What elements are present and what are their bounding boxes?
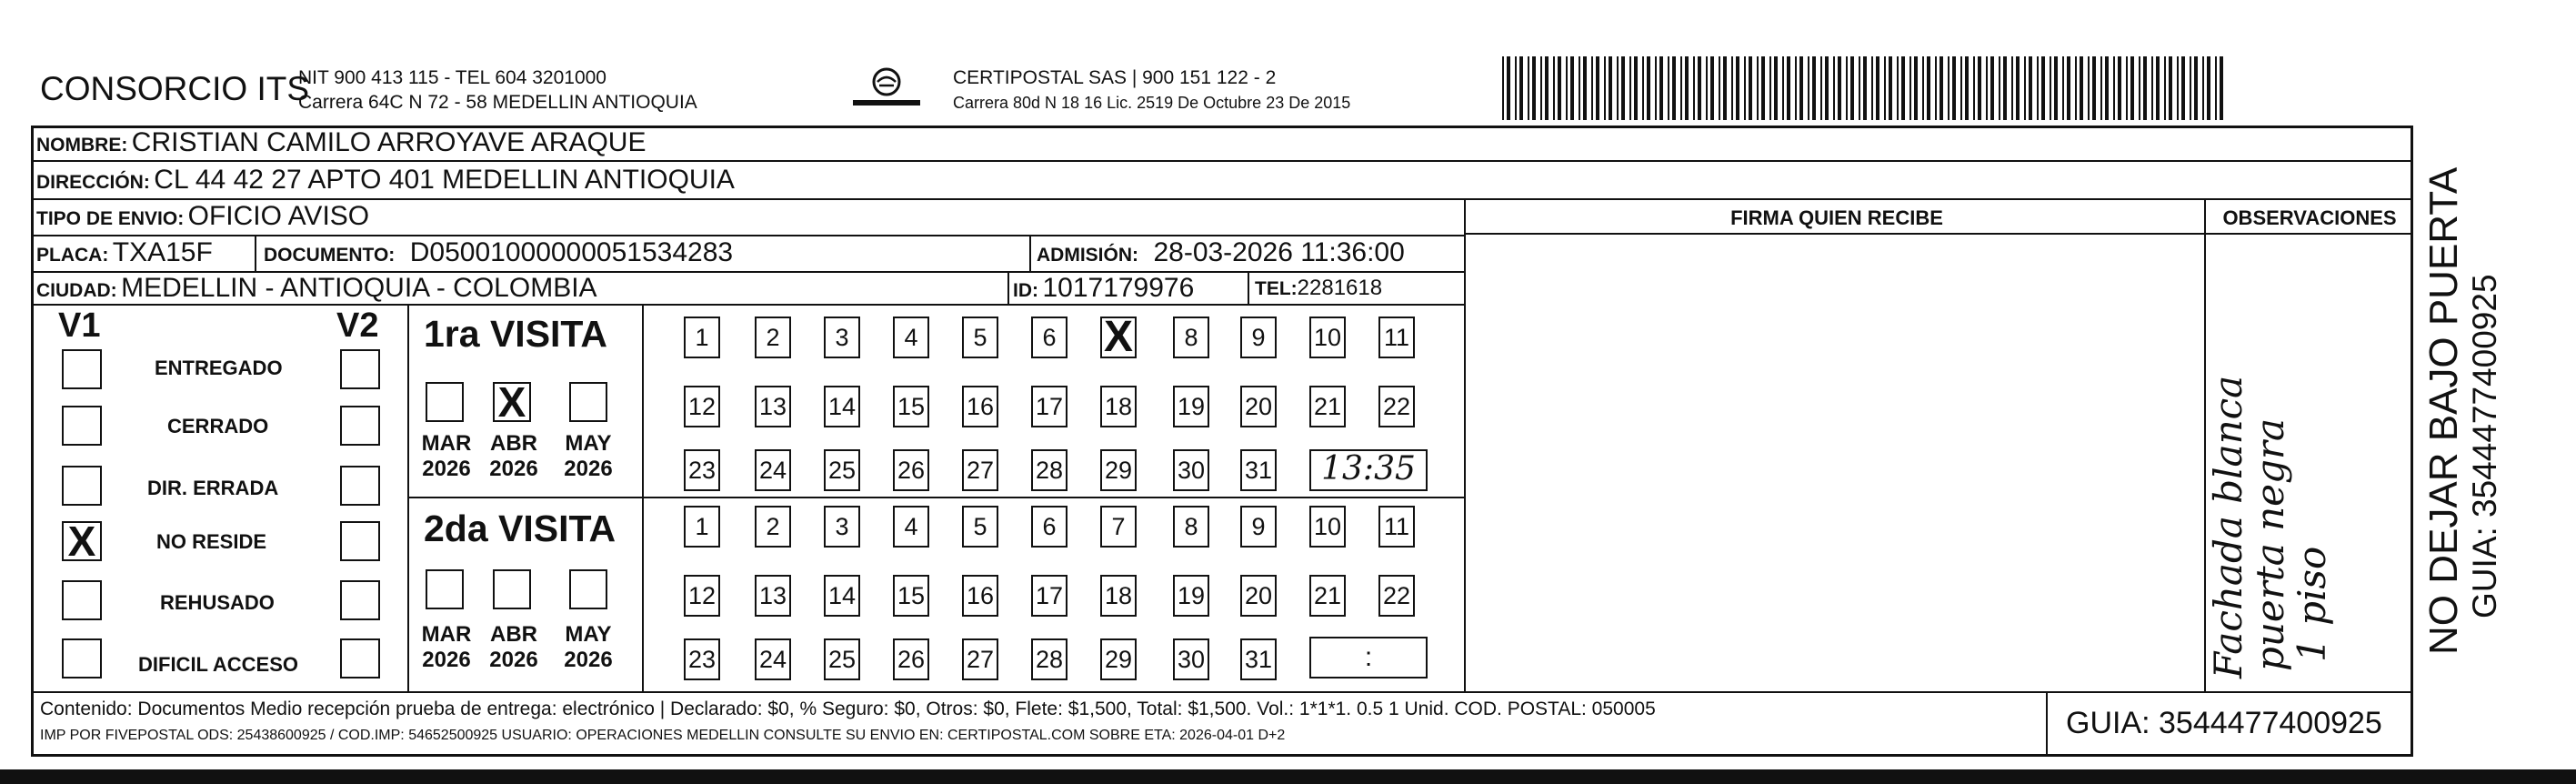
- visit2-day-box[interactable]: 24: [755, 638, 791, 680]
- placa-label: PLACA:: [36, 245, 109, 266]
- visit1-day-box[interactable]: 21: [1309, 386, 1346, 427]
- barcode-bar: [2050, 56, 2051, 120]
- direccion-value: CL 44 42 27 APTO 401 MEDELLIN ANTIOQUIA: [154, 165, 735, 195]
- firma-header: FIRMA QUIEN RECIBE: [1730, 206, 1943, 229]
- barcode-bar: [1948, 56, 1950, 120]
- barcode-bar: [1799, 56, 1803, 120]
- company-line2: Carrera 64C N 72 - 58 MEDELLIN ANTIOQUIA: [298, 92, 697, 113]
- v1-header: V1: [58, 307, 101, 345]
- status-dir-errada-label: DIR. ERRADA: [147, 477, 279, 499]
- barcode-bar: [2126, 56, 2128, 120]
- barcode-bar: [2041, 56, 2045, 120]
- visit1-day-box[interactable]: 29: [1100, 449, 1137, 491]
- id-label: ID:: [1013, 280, 1038, 301]
- visit1-month-abr-label: [482, 431, 546, 482]
- barcode-bar: [1909, 56, 1911, 120]
- visit1-day-box[interactable]: 3: [824, 317, 860, 358]
- barcode-bar: [1833, 56, 1835, 120]
- status-dificil-acceso-v1-checkbox[interactable]: [62, 638, 102, 678]
- visit1-day-box[interactable]: 14: [824, 386, 860, 427]
- month-name: MAR: [421, 622, 472, 647]
- visit1-day-box[interactable]: 24: [755, 449, 791, 491]
- barcode-bar: [1540, 56, 1542, 120]
- placa-value: TXA15F: [112, 237, 213, 267]
- month-name: MAR: [421, 431, 472, 456]
- barcode-bar: [1859, 56, 1860, 120]
- visit1-day-box[interactable]: 1: [684, 317, 720, 358]
- nombre-label: NOMBRE:: [36, 135, 128, 156]
- footer-guia: GUIA: 3544477400925: [2066, 706, 2382, 740]
- side-no-dejar: NO DEJAR BAJO PUERTA: [2421, 166, 2466, 655]
- barcode-bar: [1591, 56, 1593, 120]
- barcode-bar: [2118, 56, 2121, 120]
- visit1-day-box[interactable]: 2: [755, 317, 791, 358]
- barcode-bar: [1986, 56, 1988, 120]
- barcode-bar: [1884, 56, 1886, 120]
- barcode-bar: [1647, 56, 1650, 120]
- tel-label: TEL:: [1255, 278, 1298, 299]
- visit2-day-box[interactable]: 7: [1100, 506, 1137, 548]
- visit1-day-box[interactable]: 9: [1240, 317, 1277, 358]
- visit2-month-abr-checkbox[interactable]: [493, 569, 531, 609]
- ciudad-value: MEDELLIN - ANTIOQUIA - COLOMBIA: [121, 273, 597, 303]
- visit1-day-box[interactable]: 19: [1173, 386, 1209, 427]
- barcode-bar: [1558, 56, 1561, 120]
- company-line1: NIT 900 413 115 - TEL 604 3201000: [298, 67, 606, 88]
- visit1-day-box[interactable]: 30: [1173, 449, 1209, 491]
- barcode-bar: [2177, 56, 2179, 120]
- observacion-line2: puerta negra: [2248, 417, 2292, 671]
- visit1-month-may-checkbox[interactable]: [569, 382, 607, 422]
- visit2-day-box[interactable]: 23: [684, 638, 720, 680]
- visit2-day-box[interactable]: 29: [1100, 638, 1137, 680]
- barcode-bar: [2075, 56, 2077, 120]
- barcode-bar: [2194, 56, 2198, 120]
- barcode-bar: [2151, 56, 2153, 120]
- barcode-bar: [2011, 56, 2013, 120]
- visit1-title: 1ra VISITA: [424, 313, 608, 355]
- barcode-bar: [2169, 56, 2172, 120]
- visit2-day-box[interactable]: 13: [755, 575, 791, 617]
- barcode-bar: [1965, 56, 1969, 120]
- barcode-bar: [1978, 56, 1981, 120]
- barcode-bar: [1999, 56, 2000, 120]
- observacion-line1: Fachada blanca: [2206, 375, 2250, 678]
- barcode-bar: [2113, 56, 2115, 120]
- barcode-bar: [2139, 56, 2140, 120]
- visit2-day-box[interactable]: 15: [893, 575, 929, 617]
- status-no-reside-v2-checkbox[interactable]: [340, 521, 380, 561]
- status-entregado-label: ENTREGADO: [155, 357, 283, 379]
- visit2-day-box[interactable]: 25: [824, 638, 860, 680]
- barcode-bar: [1973, 56, 1975, 120]
- visit2-day-box[interactable]: 18: [1100, 575, 1137, 617]
- month-name: ABR: [490, 622, 537, 647]
- visit2-day-box[interactable]: 27: [962, 638, 998, 680]
- barcode-bar: [1583, 56, 1587, 120]
- tipo-envio-label: TIPO DE ENVIO:: [36, 208, 185, 229]
- visit2-day-box[interactable]: 11: [1378, 506, 1415, 548]
- visit1-day-box[interactable]: 16: [962, 386, 998, 427]
- admision-field: [1037, 237, 1405, 268]
- visit1-day-box[interactable]: 31: [1240, 449, 1277, 491]
- visit2-time-box[interactable]: :: [1309, 637, 1428, 678]
- status-dir-errada-v2-checkbox[interactable]: [340, 466, 380, 506]
- month-year: 2026: [564, 457, 613, 481]
- visit1-day-box[interactable]: 27: [962, 449, 998, 491]
- side-guia: GUIA: 3544477400925: [2466, 274, 2503, 618]
- certipostal-logo: [846, 65, 927, 113]
- visit1-day-box[interactable]: 13: [755, 386, 791, 427]
- visit1-day-box[interactable]: 5: [962, 317, 998, 358]
- barcode-bar: [1634, 56, 1638, 120]
- barcode-bar: [2029, 56, 2032, 120]
- company-name: CONSORCIO ITS: [40, 70, 310, 107]
- visit1-day-box[interactable]: 25: [824, 449, 860, 491]
- barcode-bar: [2143, 56, 2147, 120]
- barcode-bar: [1876, 56, 1879, 120]
- barcode-bar: [1655, 56, 1657, 120]
- status-rehusado-v1-checkbox[interactable]: [62, 580, 102, 620]
- status-cerrado-v2-checkbox[interactable]: [340, 406, 380, 446]
- barcode-bar: [1761, 56, 1765, 120]
- visit2-day-box[interactable]: 8: [1173, 506, 1209, 548]
- status-no-reside-label: NO RESIDE: [156, 530, 267, 553]
- visit2-day-box[interactable]: 31: [1240, 638, 1277, 680]
- barcode-bar: [1621, 56, 1625, 120]
- month-year: 2026: [422, 648, 471, 672]
- visit2-day-box[interactable]: 16: [962, 575, 998, 617]
- barcode-bar: [1897, 56, 1899, 120]
- barcode-bar: [1744, 56, 1746, 120]
- tipo-envio-value: OFICIO AVISO: [187, 201, 370, 231]
- visit2-day-box[interactable]: 3: [824, 506, 860, 548]
- barcode-bar: [1502, 56, 1504, 120]
- status-entregado-v2-checkbox[interactable]: [340, 349, 380, 389]
- id-value: 1017179976: [1042, 273, 1195, 303]
- visit1-day-box[interactable]: 18: [1100, 386, 1137, 427]
- barcode-bar: [2105, 56, 2109, 120]
- barcode: [1500, 56, 2228, 120]
- barcode-bar: [1545, 56, 1549, 120]
- direccion-label: DIRECCIÓN:: [36, 172, 150, 193]
- barcode-bar: [2024, 56, 2026, 120]
- status-rehusado-label: REHUSADO: [160, 591, 275, 614]
- visit2-month-may-label: [556, 622, 620, 673]
- tel-field: [1255, 276, 1382, 301]
- barcode-bar: [1838, 56, 1841, 120]
- footer-contenido: Contenido: Documentos Medio recepción prueba de entrega: electrónico | Declarado: $0, % Seguro: $0, Otros: $0, Flete: $1,500, Total: $1,500. Vol.: 1*1*1. 0.5 1 Unid. COD. POSTAL: 050005: [40, 699, 1656, 719]
- visit1-day-box[interactable]: 10: [1309, 317, 1346, 358]
- visit1-month-abr-checkbox[interactable]: X: [493, 382, 531, 422]
- barcode-bar: [1935, 56, 1937, 120]
- documento-field: [264, 237, 733, 268]
- barcode-bar: [1769, 56, 1771, 120]
- barcode-bar: [2054, 56, 2058, 120]
- barcode-bar: [1960, 56, 1962, 120]
- barcode-bar: [1940, 56, 1943, 120]
- barcode-bar: [2207, 56, 2210, 120]
- month-name: ABR: [490, 431, 537, 456]
- visit2-day-box[interactable]: 1: [684, 506, 720, 548]
- visit2-day-box[interactable]: 28: [1031, 638, 1067, 680]
- status-cerrado-v1-checkbox[interactable]: [62, 406, 102, 446]
- barcode-bar: [2067, 56, 2070, 120]
- visit1-day-box[interactable]: 12: [684, 386, 720, 427]
- barcode-bar: [1749, 56, 1752, 120]
- visit1-day-box[interactable]: 26: [893, 449, 929, 491]
- barcode-bar: [1672, 56, 1676, 120]
- visit2-day-box[interactable]: 22: [1378, 575, 1415, 617]
- visit1-day-box[interactable]: 11: [1378, 317, 1415, 358]
- visit1-time-box[interactable]: 13:35: [1309, 449, 1428, 491]
- barcode-bar: [1731, 56, 1733, 120]
- barcode-bar: [2100, 56, 2102, 120]
- barcode-bar: [1850, 56, 1854, 120]
- barcode-bar: [1787, 56, 1790, 120]
- barcode-bar: [1812, 56, 1816, 120]
- footer-imp: IMP POR FIVEPOSTAL ODS: 25438600925 / COD.IMP: 54652500925 USUARIO: OPERACIONES MEDELLIN CONSULTE SU ENVIO EN: CERTIPOSTAL.COM SOBRE ETA: 2026-04-01 D+2: [40, 728, 1286, 743]
- status-no-reside-v1-checkbox[interactable]: X: [62, 521, 102, 561]
- barcode-bar: [1889, 56, 1892, 120]
- barcode-bar: [2164, 56, 2166, 120]
- month-year: 2026: [564, 648, 613, 672]
- nombre-value: CRISTIAN CAMILO ARROYAVE ARAQUE: [131, 127, 647, 157]
- month-name: MAY: [565, 622, 612, 647]
- barcode-bar: [1952, 56, 1956, 120]
- barcode-bar: [1553, 56, 1555, 120]
- visit2-day-box[interactable]: 19: [1173, 575, 1209, 617]
- barcode-bar: [1927, 56, 1930, 120]
- barcode-bar: [2220, 56, 2223, 120]
- barcode-bar: [1719, 56, 1720, 120]
- month-year: 2026: [489, 457, 538, 481]
- barcode-bar: [1698, 56, 1701, 120]
- visit2-day-box[interactable]: 6: [1031, 506, 1067, 548]
- signature-area[interactable]: [1468, 236, 2202, 689]
- barcode-bar: [1706, 56, 1708, 120]
- barcode-bar: [1723, 56, 1727, 120]
- tipo-envio-row: [36, 201, 369, 232]
- barcode-bar: [1825, 56, 1829, 120]
- nombre-row: [36, 127, 646, 158]
- barcode-bar: [1528, 56, 1529, 120]
- visit1-day-box[interactable]: X: [1100, 317, 1137, 358]
- tel-value: 2281618: [1297, 276, 1383, 300]
- barcode-bar: [1795, 56, 1797, 120]
- observacion-handwritten: [2208, 251, 2333, 678]
- barcode-bar: [1668, 56, 1669, 120]
- barcode-bar: [1757, 56, 1759, 120]
- barcode-bar: [2080, 56, 2083, 120]
- barcode-bar: [1820, 56, 1822, 120]
- month-year: 2026: [489, 648, 538, 672]
- ciudad-label: CIUDAD:: [36, 280, 117, 301]
- month-name: MAY: [565, 431, 612, 456]
- barcode-bar: [2088, 56, 2090, 120]
- visit2-day-box[interactable]: 17: [1031, 575, 1067, 617]
- ciudad-field: [36, 273, 597, 304]
- barcode-bar: [1990, 56, 1994, 120]
- month-year: 2026: [422, 457, 471, 481]
- visit1-day-box[interactable]: 22: [1378, 386, 1415, 427]
- visit1-month-mar-checkbox[interactable]: [426, 382, 464, 422]
- documento-value: D05001000000051534283: [409, 237, 734, 267]
- visit2-month-abr-label: [482, 622, 546, 673]
- visit1-day-box[interactable]: 23: [684, 449, 720, 491]
- visit1-day-box[interactable]: 4: [893, 317, 929, 358]
- barcode-bar: [1642, 56, 1644, 120]
- visit2-title: 2da VISITA: [424, 508, 616, 549]
- id-field: [1013, 273, 1194, 304]
- visit1-day-box[interactable]: 8: [1173, 317, 1209, 358]
- visit2-day-box[interactable]: 14: [824, 575, 860, 617]
- visit1-day-box[interactable]: 28: [1031, 449, 1067, 491]
- visit2-day-box[interactable]: 12: [684, 575, 720, 617]
- status-entregado-v1-checkbox[interactable]: [62, 349, 102, 389]
- visit2-day-box[interactable]: 26: [893, 638, 929, 680]
- barcode-bar: [2037, 56, 2039, 120]
- visit1-month-mar-label: [415, 431, 478, 482]
- barcode-bar: [1617, 56, 1619, 120]
- bottom-border: [0, 769, 2576, 784]
- barcode-bar: [1566, 56, 1568, 120]
- status-dificil-acceso-label: DIFICIL ACCESO: [138, 653, 299, 676]
- barcode-bar: [1680, 56, 1682, 120]
- visit2-day-box[interactable]: 20: [1240, 575, 1277, 617]
- barcode-bar: [2130, 56, 2134, 120]
- barcode-bar: [1685, 56, 1689, 120]
- observaciones-header: OBSERVACIONES: [2222, 206, 2397, 229]
- barcode-bar: [2003, 56, 2007, 120]
- observaciones-area[interactable]: [2206, 238, 2411, 689]
- barcode-bar: [1629, 56, 1631, 120]
- admision-label: ADMISIÓN:: [1037, 245, 1138, 266]
- visit1-day-box[interactable]: 15: [893, 386, 929, 427]
- barcode-bar: [2215, 56, 2217, 120]
- barcode-bar: [1693, 56, 1695, 120]
- barcode-bar: [1901, 56, 1905, 120]
- visit2-month-mar-label: [415, 622, 478, 673]
- barcode-bar: [1609, 56, 1612, 120]
- barcode-bar: [1596, 56, 1599, 120]
- barcode-bar: [1579, 56, 1580, 120]
- barcode-bar: [2202, 56, 2204, 120]
- v2-header: V2: [336, 307, 379, 345]
- barcode-bar: [2181, 56, 2185, 120]
- carrier-line2: Carrera 80d N 18 16 Lic. 2519 De Octubre 23 De 2015: [953, 94, 1351, 112]
- status-cerrado-label: CERRADO: [167, 415, 269, 437]
- visit2-day-box[interactable]: 9: [1240, 506, 1277, 548]
- side-notice: [2422, 167, 2504, 655]
- status-dificil-acceso-v2-checkbox[interactable]: [340, 638, 380, 678]
- barcode-bar: [2062, 56, 2064, 120]
- status-dir-errada-v1-checkbox[interactable]: [62, 466, 102, 506]
- visit2-day-box[interactable]: 5: [962, 506, 998, 548]
- visit2-day-box[interactable]: 2: [755, 506, 791, 548]
- carrier-line1: CERTIPOSTAL SAS | 900 151 122 - 2: [953, 67, 1277, 88]
- visit1-day-box[interactable]: 17: [1031, 386, 1067, 427]
- placa-field: [36, 237, 213, 268]
- barcode-bar: [1846, 56, 1848, 120]
- barcode-bar: [1736, 56, 1739, 120]
- observacion-line3: 1 piso: [2290, 546, 2334, 662]
- barcode-bar: [1914, 56, 1918, 120]
- barcode-bar: [2156, 56, 2160, 120]
- barcode-bar: [1782, 56, 1784, 120]
- barcode-bar: [1604, 56, 1606, 120]
- admision-value: 28-03-2026 11:36:00: [1153, 237, 1405, 267]
- direccion-row: [36, 165, 735, 196]
- barcode-bar: [1710, 56, 1714, 120]
- documento-label: DOCUMENTO:: [264, 245, 396, 266]
- barcode-bar: [1774, 56, 1778, 120]
- barcode-bar: [1507, 56, 1510, 120]
- visit2-day-box[interactable]: 21: [1309, 575, 1346, 617]
- barcode-bar: [2092, 56, 2096, 120]
- status-rehusado-v2-checkbox[interactable]: [340, 580, 380, 620]
- visit1-day-box[interactable]: 6: [1031, 317, 1067, 358]
- visit2-month-mar-checkbox[interactable]: [426, 569, 464, 609]
- visit1-month-may-label: [556, 431, 620, 482]
- barcode-bar: [2016, 56, 2020, 120]
- barcode-bar: [1515, 56, 1517, 120]
- barcode-bar: [1922, 56, 1924, 120]
- barcode-bar: [2190, 56, 2191, 120]
- barcode-bar: [1808, 56, 1809, 120]
- visit2-day-box[interactable]: 4: [893, 506, 929, 548]
- visit2-month-may-checkbox[interactable]: [569, 569, 607, 609]
- barcode-bar: [1659, 56, 1663, 120]
- barcode-bar: [1519, 56, 1523, 120]
- barcode-bar: [1570, 56, 1574, 120]
- barcode-bar: [1871, 56, 1873, 120]
- visit2-day-box[interactable]: 10: [1309, 506, 1346, 548]
- barcode-bar: [1863, 56, 1867, 120]
- visit2-day-box[interactable]: 30: [1173, 638, 1209, 680]
- visit1-day-box[interactable]: 20: [1240, 386, 1277, 427]
- barcode-bar: [1532, 56, 1536, 120]
